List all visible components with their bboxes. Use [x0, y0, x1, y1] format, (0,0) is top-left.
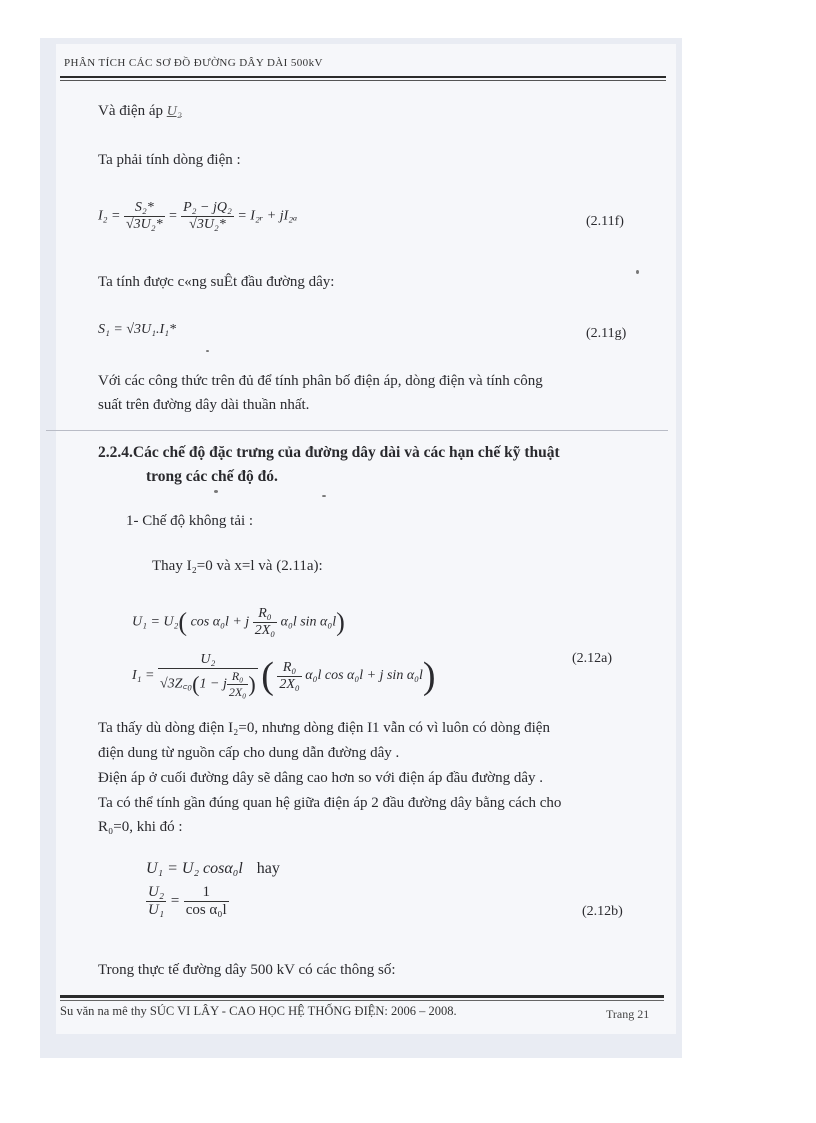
equation-number: (2.11f) [586, 214, 624, 229]
section-heading: 2.2.4.Các chế độ đặc trưng của đường dây dài và các hạn chế kỹ thuật [98, 444, 560, 461]
paragraph-line: Với các công thức trên đủ để tính phân bố điện áp, dòng điện và tính công [98, 373, 543, 389]
scan-speck [206, 350, 209, 352]
fraction: $\frac{\text{P₂ − jQ₂}}{\text{√3U₂*}}$ [183, 200, 232, 232]
equation-number: (2.12a) [572, 651, 613, 666]
page-header: PHÂN TÍCH CÁC SƠ ĐỒ ĐƯỜNG DÂY DÀI 500kV [64, 57, 323, 69]
list-item: 1- Chế độ không tải : [126, 513, 254, 529]
symbol-u2: U₂ [166, 104, 182, 119]
paragraph-line: suất trên đường dây dài thuần nhất. [98, 397, 310, 413]
equation-2-12a-line2: I₁ = U₂ √3Z꜀₀(1 − j $\frac{\text{R₀}}{\text{2X₀}}$ ) ( $\frac{\text{R₀}}{\text{2X₀}}$ α₀l cos α₀l + j sin α₀l) [132, 652, 436, 699]
footer-rule [60, 995, 664, 998]
page-number: Trang 21 [606, 1007, 650, 1021]
equation-number: (2.11g) [586, 326, 627, 341]
equation-2-12b-line1: U₁ = U₂ cosα₀l hay [146, 860, 280, 877]
equation-2-11g: S₁ = √3U₁.I₁* [98, 322, 177, 337]
paragraph-line: Ta thấy dù dòng điện I₂=0, nhưng dòng điện I1 vẫn có vì luôn có dòng điện [98, 720, 550, 736]
text-line-voltage: Và điện áp U₂ [98, 103, 182, 119]
text-line-power: Ta tính được c«ng suÊt đầu đường dây: [98, 274, 335, 290]
equation-2-12a-line1: U₁ = U₂( cos α₀l + j $\frac{\text{R₀}}{\text{2X₀}}$ α₀l sin α₀l) [132, 606, 345, 638]
scan-speck [214, 490, 218, 493]
equation-2-12b-line2: $\frac{\text{U₂}}{\text{U₁}}$ = $\frac{1}{\text{cos α₀l}}$ [148, 884, 227, 918]
scan-speck [636, 270, 639, 274]
fraction: $\frac{\text{U₂}}{\text{U₁}}$ [148, 884, 165, 918]
text-substitution: Thay I₂=0 và x=l và (2.11a): [152, 558, 323, 574]
paragraph-line: R₀=0, khi đó : [98, 819, 183, 835]
section-heading-cont: trong các chế độ đó. [146, 468, 278, 485]
divider [46, 430, 668, 431]
fraction: $\frac{\text{R₀}}{\text{2X₀}}$ [254, 606, 276, 638]
fraction: U₂ √3Z꜀₀(1 − j $\frac{\text{R₀}}{\text{2X₀}}$ ) [159, 652, 256, 699]
paragraph-line: Trong thực tế đường dây 500 kV có các thông số: [98, 962, 396, 978]
paragraph-line: Điện áp ở cuối đường dây sẽ dâng cao hơn so với điện áp đầu đường dây . [98, 770, 543, 786]
scan-speck [322, 495, 326, 497]
header-rule [60, 76, 666, 78]
footer-rule-thin [60, 1000, 664, 1001]
header-rule-thin [60, 80, 666, 81]
paragraph-line: Ta có thể tính gần đúng quan hệ giữa điện áp 2 đầu đường dây bằng cách cho [98, 795, 562, 811]
equation-number: (2.12b) [582, 904, 623, 919]
footer-text: Su văn na mê thy SÚC VI LÂY - CAO HỌC HỆ THỐNG ĐIỆN: 2006 – 2008. [60, 1004, 457, 1018]
fraction: $\frac{1}{\text{cos α₀l}}$ [185, 884, 227, 918]
fraction: $\frac{\text{S₂*}}{\text{√3U₂*}}$ [125, 200, 163, 232]
text-line-current: Ta phải tính dòng điện : [98, 152, 241, 168]
fraction: $\frac{\text{R₀}}{\text{2X₀}}$ [279, 659, 300, 692]
fraction: $\frac{\text{R₀}}{\text{2X₀}}$ [228, 669, 247, 699]
paragraph-line: điện dung từ nguồn cấp cho dung dẫn đường dây . [98, 745, 400, 761]
equation-2-11f: I₂ = $\frac{\text{S₂*}}{\text{√3U₂*}}$ = $\frac{\text{P₂ − jQ₂}}{\text{√3U₂*}}$ = I₂ᵣ + jI₂ₐ [98, 200, 298, 232]
